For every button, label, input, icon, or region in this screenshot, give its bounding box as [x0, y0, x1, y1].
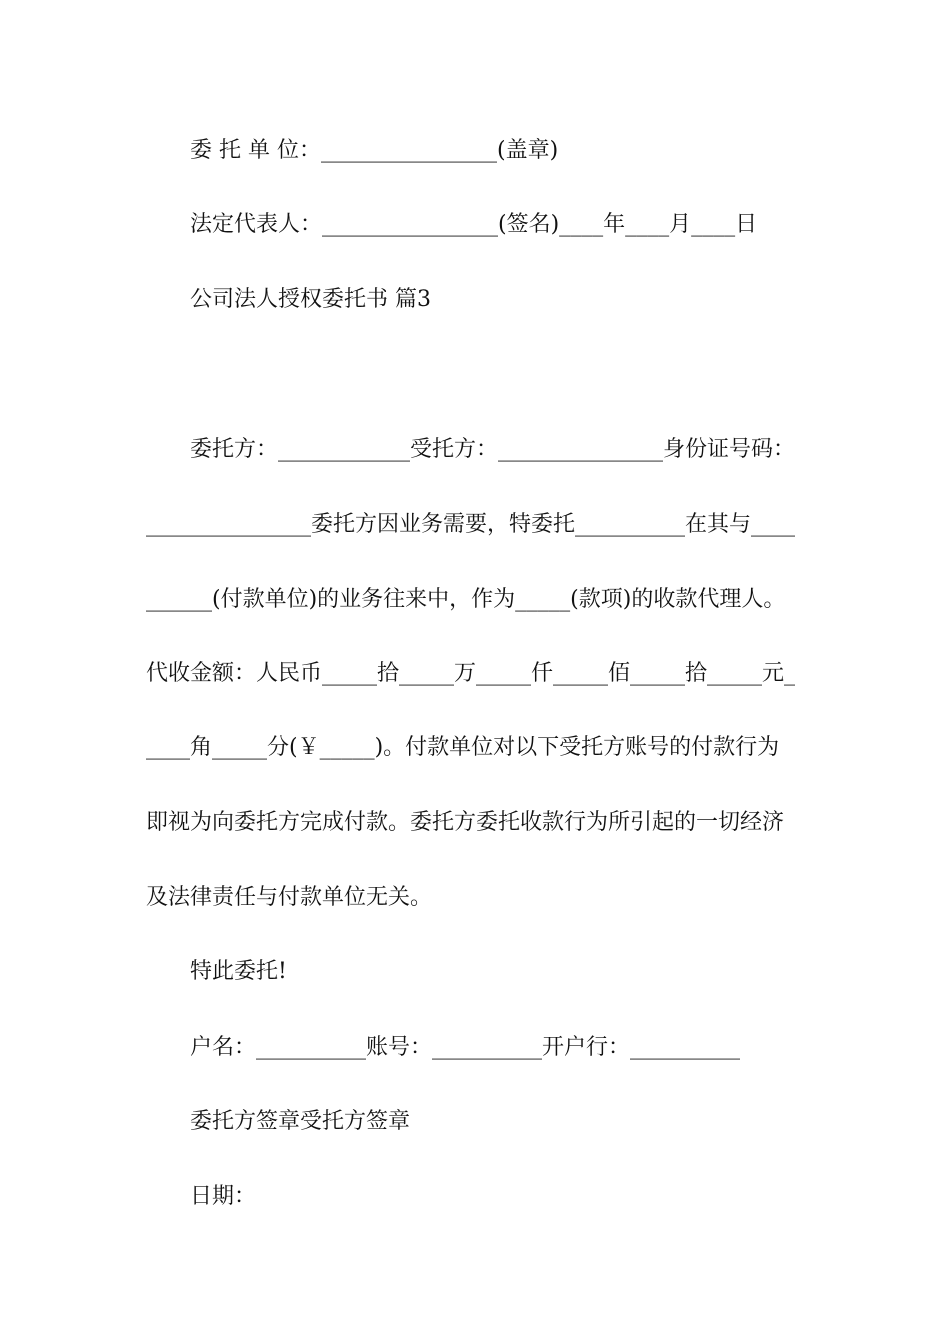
paragraph-line-7: 及法律责任与付款单位无关。 [146, 885, 433, 910]
paragraph-line-6: 即视为向委托方完成付款。委托方委托收款行为所引起的一切经济 [146, 810, 785, 835]
closing-line: 特此委托! [190, 959, 287, 984]
paragraph-line-3: ______(付款单位)的业务往来中，作为_____(款项)的收款代理人。 [146, 587, 786, 612]
section-heading: 公司法人授权委托书 篇3 [190, 287, 431, 312]
principal-unit-line: 委 托 单 位：________________(盖章) [190, 138, 559, 163]
paragraph-line-2: _______________委托方因业务需要，特委托__________在其与____ [146, 512, 796, 537]
legal-representative-line: 法定代表人：________________(签名)____年____月____日 [190, 212, 758, 237]
paragraph-line-4: 代收金额：人民币_____拾_____万_____仟_____佰_____拾_____元_ [146, 661, 796, 686]
date-line: 日期： [190, 1184, 257, 1209]
paragraph-line-5: ____角_____分(￥_____)。付款单位对以下受托方账号的付款行为 [146, 735, 780, 760]
account-info-line: 户名：__________账号：__________开户行：__________ [190, 1035, 741, 1060]
signature-line: 委托方签章受托方签章 [190, 1109, 411, 1134]
paragraph-line-1: 委托方：____________受托方：_______________身份证号码： [190, 437, 796, 462]
